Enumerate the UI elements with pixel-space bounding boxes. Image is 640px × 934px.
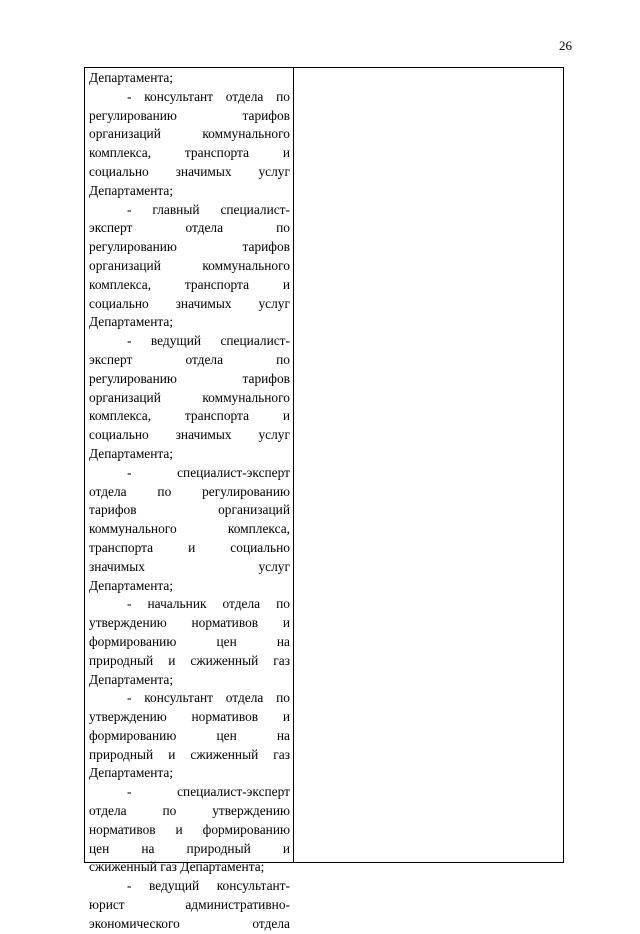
text-line: - начальник отдела по — [127, 596, 290, 612]
text-line: природный и сжиженный газ — [89, 746, 290, 762]
text-line: регулированию тарифов — [89, 370, 290, 386]
text-line: регулированию тарифов — [89, 239, 290, 255]
text-line: Департамента; — [89, 445, 174, 461]
text-line: - главный специалист- — [127, 201, 290, 217]
text-line: социально значимых услуг — [89, 295, 290, 311]
text-line: коммунального комплекса, — [89, 521, 290, 537]
text-line: - ведущий консультант- — [127, 878, 290, 894]
text-line: Департамента; — [89, 671, 174, 687]
text-line: экономического отдела — [89, 915, 290, 931]
text-line: - консультант отдела по — [127, 690, 290, 706]
text-line: значимых услуг — [89, 558, 290, 574]
text-line: Департамента; — [89, 70, 174, 85]
text-line: социально значимых услуг — [89, 163, 290, 179]
document-table — [84, 67, 564, 931]
text-line: - специалист-эксперт — [127, 784, 290, 800]
text-line: - ведущий специалист- — [127, 333, 290, 349]
page-number: 26 — [559, 38, 572, 53]
text-line: - консультант отдела по — [127, 88, 290, 104]
text-line: формированию цен на — [89, 633, 290, 649]
text-line: сжиженный газ Департамента; — [89, 859, 265, 875]
text-line: комплекса, транспорта и — [89, 408, 290, 424]
text-line: организаций коммунального — [89, 257, 290, 273]
table-cell-right — [294, 68, 563, 862]
text-line: отдела по регулированию — [89, 483, 290, 499]
text-line: регулированию тарифов — [89, 107, 290, 123]
text-line: формированию цен на — [89, 727, 290, 743]
text-line: социально значимых услуг — [89, 427, 290, 443]
text-line: организаций коммунального — [89, 126, 290, 142]
text-line: тарифов организаций — [89, 502, 290, 518]
text-line: Департамента; — [89, 765, 174, 781]
text-line: - специалист-эксперт — [127, 464, 290, 480]
text-line: утверждению нормативов и — [89, 709, 290, 725]
text-line: Департамента; — [89, 182, 174, 198]
text-line: комплекса, транспорта и — [89, 276, 290, 292]
text-line: юрист административно- — [89, 897, 290, 913]
text-line: транспорта и социально — [89, 539, 290, 555]
text-line: Департамента; — [89, 577, 174, 593]
text-line: эксперт отдела по — [89, 351, 290, 367]
text-line: эксперт отдела по — [89, 220, 290, 236]
text-line: цен на природный и — [89, 840, 290, 856]
table-cell-left — [85, 68, 293, 931]
text-line: Департамента; — [89, 314, 174, 330]
text-line: нормативов и формированию — [89, 821, 290, 837]
text-line: комплекса, транспорта и — [89, 145, 290, 161]
text-line: отдела по утверждению — [89, 803, 290, 819]
text-line: организаций коммунального — [89, 389, 290, 405]
text-line: природный и сжиженный газ — [89, 652, 290, 668]
text-line: утверждению нормативов и — [89, 615, 290, 631]
